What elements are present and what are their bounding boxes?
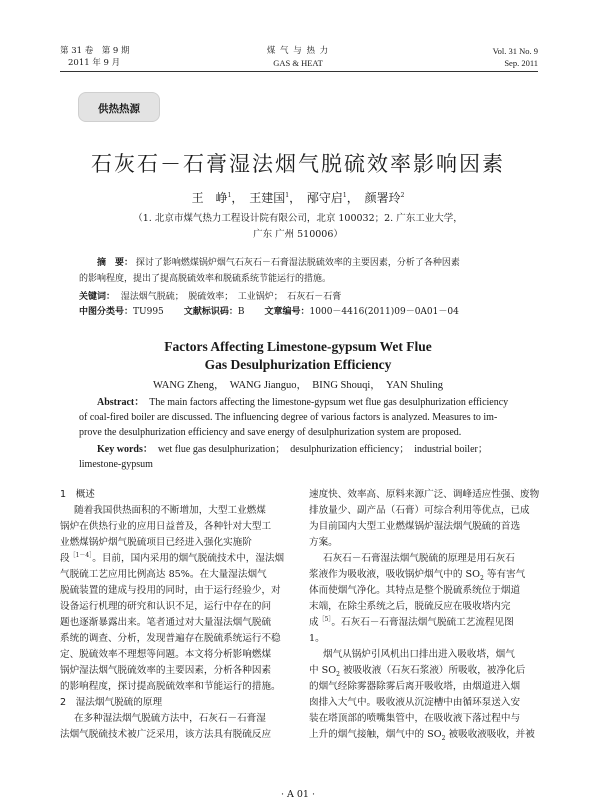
article-number-label: 文章编号： — [264, 307, 310, 317]
abstract-en-text-3: prove the desulphurization efficiency and save energy of desulphurization system are proposed. — [79, 427, 462, 438]
p1-line-6: 脱硫装置的建成与投用的同时，由于运行经验少，对 — [60, 585, 281, 596]
r-line-16-a: 上升的烟气接触，烟气中的 SO — [309, 729, 442, 740]
title-en-line-1: Factors Affecting Limestone-gypsum Wet Flue — [164, 339, 432, 354]
r-line-6-sub: 2 — [480, 574, 484, 582]
p1-line-11: 锅炉湿法烟气脱硫效率的主要因素，分析各种因素 — [60, 665, 272, 676]
p1-line-2: 锅炉在供热行业的应用日益普及，各种针对大型工 — [60, 521, 272, 532]
clc-label: 中图分类号： — [79, 307, 134, 317]
abstract-cn-label: 摘 要： — [97, 258, 134, 268]
r-line-7: 体而使烟气净化。其特点是整个脱硫系统位于烟道 — [309, 585, 521, 596]
p1-line-7: 设备运行机理的研究和认识不足，运行中存在的问 — [60, 601, 272, 612]
p1-line-9: 系统的调查、分析，发现普遍存在脱硫系统运行不稳 — [60, 633, 281, 644]
ref-5: ［5］ — [318, 615, 332, 623]
r-line-3: 为目前国内大型工业燃煤锅炉湿法烟气脱硫的首选 — [309, 521, 521, 532]
title-cn: 石灰石－石膏湿法烟气脱硫效率影响因素 — [91, 152, 505, 176]
r-line-15: 装在塔顶部的喷嘴集管中，在吸收液下落过程中与 — [309, 713, 521, 724]
keywords-en-text-2: limestone-gypsum — [79, 459, 153, 470]
r-line-9-b: 。石灰石－石膏湿法烟气脱硫工艺流程见图 — [331, 617, 514, 628]
p1-line-12: 的影响程度，探讨提高脱硫效率和节能运行的措施。 — [60, 681, 281, 692]
r-line-8: 末端，在除尘系统之后，脱硫反应在吸收塔内完 — [309, 601, 511, 612]
abstract-en-line-1 — [97, 395, 508, 410]
header-date-en: Sep. 2011 — [504, 58, 538, 68]
abstract-en-text-1: The main factors affecting the limestone-gypsum wet flue gas desulphurization efficiency — [149, 397, 509, 408]
r-line-6 — [309, 567, 525, 583]
authors-en: WANG Zheng， WANG Jianguo， BING Shouqi， YAN Shuling — [153, 380, 443, 391]
abstract-en-label: Abstract： — [97, 397, 145, 408]
keywords-en-line-1 — [97, 442, 488, 457]
p1-line-4 — [60, 551, 284, 567]
header-vol-no-en: Vol. 31 No. 9 — [492, 46, 538, 56]
r-line-12-a: 中 SO — [309, 665, 337, 676]
r-line-4: 方案。 — [309, 537, 338, 548]
column-label: 供热热源 — [98, 103, 140, 115]
author-2: 王建国 — [249, 191, 286, 205]
affiliation-line-2: 广东 广州 510006） — [253, 229, 343, 240]
p1-line-1: 随着我国供热面积的不断增加，大型工业燃煤 — [74, 505, 266, 516]
author-1-mark: 1 — [227, 192, 232, 199]
doc-code-label: 文献标识码： — [183, 307, 238, 317]
abstract-cn-text-2: 的影响程度，提出了提高脱硫效率和脱硫系统节能运行的措施。 — [79, 274, 332, 284]
author-3: 邴守启 — [306, 191, 343, 205]
keywords-cn — [79, 290, 341, 304]
r-line-16-sub: 2 — [441, 734, 446, 742]
header-journal-name: 煤 气 与 热 力 — [266, 46, 330, 56]
r-line-16 — [309, 727, 535, 743]
doc-code-value: B — [237, 307, 245, 317]
author-3-mark: 1 — [342, 192, 347, 199]
r-line-10: 1。 — [309, 633, 325, 644]
keywords-cn-value: 湿法烟气脱硫； 脱硫效率； 工业锅炉； 石灰石－石膏 — [120, 292, 342, 302]
affiliation-line-1: （1. 北京市煤气热力工程设计院有限公司，北京 100032；2. 广东工业大学， — [133, 213, 463, 224]
r-line-12-sub: 2 — [336, 670, 340, 678]
header-volume-issue: 第 31 卷 第 9 期 — [60, 46, 130, 56]
r-line-6-a: 浆液作为吸收液，吸收锅炉烟气中的 SO — [309, 569, 480, 580]
p2-line-2: 法烟气脱硫技术被广泛采用，该方法具有脱硫反应 — [60, 729, 272, 740]
r-line-14: 囱排入大气中。吸收液从沉淀槽中由循环泵送入安 — [309, 697, 521, 708]
p2-line-1: 在多种湿法烟气脱硫方法中，石灰石－石膏湿 — [74, 713, 266, 724]
r-line-9 — [309, 615, 514, 631]
header-journal-name-en: GAS & HEAT — [273, 58, 323, 68]
p1-line-4-a: 段 — [60, 553, 70, 564]
r-line-12 — [309, 663, 525, 679]
title-en-line-2: Gas Desulphurization Efficiency — [204, 357, 392, 372]
section-2-heading: 2 湿法烟气脱硫的原理 — [60, 697, 163, 708]
p1-line-3: 业燃煤锅炉烟气脱硫项目已经进入强化实施阶 — [60, 537, 252, 548]
abstract-en-text-2: of coal-fired boiler are discussed. The influencing degree of various factors is analyzed. Measures to im- — [79, 412, 498, 423]
p1-line-4-b: 。目前，国内采用的烟气脱硫技术中，湿法烟 — [92, 553, 285, 564]
r-line-1: 速度快、效率高、原料来源广泛、调峰适应性强、废物 — [309, 489, 540, 500]
author-2-mark: 1 — [285, 192, 290, 199]
abstract-cn-text-1: 探讨了影响燃煤锅炉烟气石灰石－石膏湿法脱硫效率的主要因素，分析了各种因素 — [135, 258, 460, 268]
r-line-2: 排放量少、副产品（石膏）可综合利用等优点，已成 — [309, 505, 530, 516]
p1-line-10: 定、脱硫效率不理想等问题。本文将分析影响燃煤 — [60, 649, 272, 660]
section-1-heading: 1 概述 — [60, 489, 95, 500]
r-line-16-b: 被吸收液吸收，并被 — [445, 729, 535, 740]
r-line-11: 烟气从锅炉引风机出口排出进入吸收塔，烟气 — [323, 649, 515, 660]
r-line-12-b: 被吸收液（石灰石浆液）所吸收，被净化后 — [339, 665, 526, 676]
clc-value: TU995 — [133, 307, 164, 317]
author-4: 颜署玲 — [364, 191, 401, 205]
abstract-cn-line-1 — [97, 256, 460, 270]
keywords-en-label: Key words： — [97, 444, 153, 455]
classification-row — [79, 305, 459, 319]
r-line-9-a: 成 — [309, 617, 319, 628]
authors-cn: 王 峥$^1$， 王建国$^1$， 邴守启$^1$， 颜署玲$^2$ — [191, 191, 405, 205]
header-rule — [60, 71, 538, 72]
p1-line-5: 气脱硫工艺应用比例高达 85%。在大量湿法烟气 — [60, 569, 267, 580]
column-label-badge — [78, 92, 160, 122]
author-1: 王 峥 — [191, 191, 228, 205]
header-date: 2011 年 9 月 — [68, 58, 121, 68]
keywords-cn-label: 关键词： — [79, 292, 116, 302]
keywords-en-text-1: wet flue gas desulphurization； desulphurization efficiency； industrial boiler； — [157, 444, 488, 455]
p1-line-8: 题也逐渐暴露出来。笔者通过对大量湿法烟气脱硫 — [60, 617, 272, 628]
article-number-value: 1000－4416(2011)09－0A01－04 — [309, 307, 459, 317]
r-line-6-b: 等有害气 — [483, 569, 526, 580]
r-line-5: 石灰石－石膏湿法烟气脱硫的原理是用石灰石 — [323, 553, 515, 564]
author-4-mark: 2 — [400, 192, 405, 199]
r-line-13: 的烟气经除雾器除雾后离开吸收塔，由烟道进入烟 — [309, 681, 521, 692]
ref-1-4: ［1－4］ — [69, 551, 93, 559]
page-number: · A 01 · — [280, 789, 316, 800]
